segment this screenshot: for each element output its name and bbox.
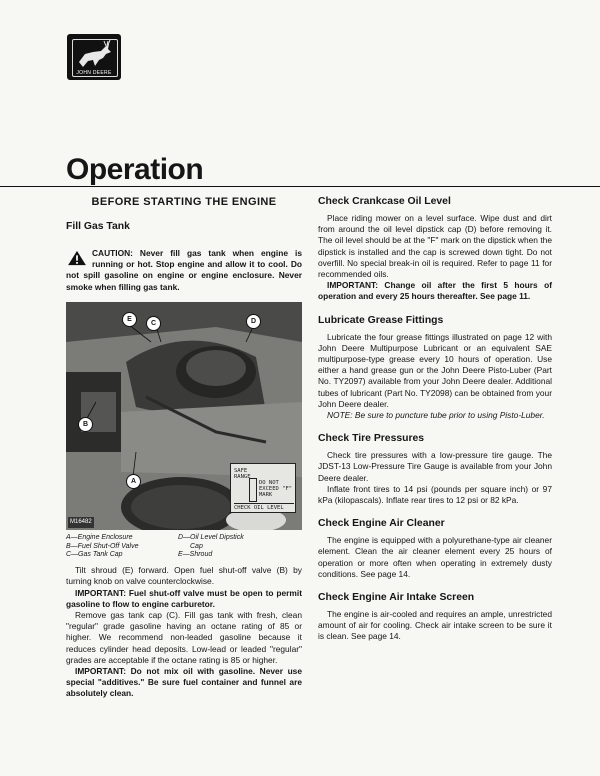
- note: NOTE: Be sure to puncture tube prior to using Pisto-Luber.: [327, 410, 545, 421]
- paragraph: The engine is air-cooled and requires an ample, unrestricted amount of air for cooling. Check air intake screen to be sure it is clean. See page 14.: [318, 609, 552, 642]
- legend-item: B—Fuel Shut-Off Valve: [66, 542, 139, 550]
- dipstick-decal: [230, 463, 296, 513]
- deer-icon: [73, 40, 117, 70]
- important-note: IMPORTANT: Fuel shut-off valve must be open to permit gasoline to flow to engine carburetor.: [66, 587, 302, 609]
- gas-instructions: [66, 565, 302, 699]
- dipstick-do-not-exceed: DO NOT EXCEED "F" MARK: [259, 479, 293, 498]
- callout-d: D: [246, 314, 261, 329]
- dipstick-check-oil: CHECK OIL LEVEL: [234, 503, 294, 511]
- legend-item: A—Engine Enclosure: [66, 533, 133, 541]
- callout-c: C: [146, 316, 161, 331]
- callout-e: E: [122, 312, 137, 327]
- warning-triangle-icon: [66, 250, 88, 266]
- left-column: [66, 195, 302, 700]
- paragraph: Lubricate the four grease fittings illustrated on page 12 with John Deere Multipurpose Lubricant or an equivalent SAE multipurpose-type grease every 10 hours of operation. Use either a hand grease gun or the John Deere Pisto-Luber (Part No. TY2097) available from your John Deere dealer. Additional tubes of lubricant (Part No. TY2098) can be obtained from your John Deere dealer.: [318, 331, 552, 409]
- engine-photo: [66, 302, 302, 530]
- oil-heading: Check Crankcase Oil Level: [318, 196, 451, 207]
- legend-item: D—Oil Level Dipstick: [178, 533, 244, 541]
- important-note: IMPORTANT: Do not mix oil with gasoline. Never use special "additives." Be sure fuel container and funnel are absolutely clean.: [66, 666, 302, 699]
- before-starting-heading: BEFORE STARTING THE ENGINE: [91, 196, 277, 208]
- paragraph: The engine is equipped with a polyurethane-type air cleaner element. Clean the air cleaner element every 25 hours of operation or more often when operating in extremely dusty conditions. See page 14.: [318, 535, 552, 579]
- john-deere-logo: [67, 34, 121, 80]
- grease-heading: Lubricate Grease Fittings: [318, 314, 444, 326]
- important-note: IMPORTANT: Change oil after the first 5 hours of operation and every 25 hours thereafter. See page 11.: [318, 280, 552, 302]
- grease-section: [318, 314, 552, 422]
- callout-b: B: [78, 417, 93, 432]
- paragraph: Place riding mower on a level surface. Wipe dust and dirt from around the oil level dipstick cap (D) before removing it. The oil level should be at the "F" mark on the dipstick when the dipstick is installed and the cap is screwed down tight. Do not overfill. No special break-in oil is required. Refer to page 11 for recommended oils.: [318, 213, 552, 280]
- air-cleaner-heading: Check Engine Air Cleaner: [318, 518, 445, 530]
- air-cleaner-section: [318, 517, 552, 580]
- page-title: Operation: [66, 153, 204, 186]
- paragraph: Tilt shroud (E) forward. Open fuel shut-off valve (B) by turning knob on valve counterclockwise.: [66, 565, 302, 587]
- right-column: [318, 195, 552, 643]
- caution-block: [66, 248, 302, 293]
- legend-item: E—Shroud: [178, 551, 213, 559]
- figure-legend: [66, 534, 302, 560]
- legend-item: Cap: [190, 542, 203, 550]
- dipstick-gauge: [249, 478, 257, 502]
- callout-a: A: [126, 474, 141, 489]
- fill-gas-heading: Fill Gas Tank: [66, 221, 130, 232]
- intake-heading: Check Engine Air Intake Screen: [318, 592, 475, 604]
- paragraph: Inflate front tires to 14 psi (pounds per square inch) or 97 kPa (kilopascals). Inflate rear tires to 12 psi or 82 kPa.: [318, 483, 552, 506]
- title-rule: [0, 186, 600, 187]
- tire-heading: Check Tire Pressures: [318, 433, 425, 445]
- logo-brand-text: JOHN DEERE: [76, 70, 112, 76]
- tire-section: [318, 432, 552, 506]
- figure-number: M16482: [68, 517, 94, 528]
- dipstick-safe-range: SAFE RANGE: [234, 467, 251, 480]
- legend-item: C—Gas Tank Cap: [66, 551, 123, 559]
- paragraph: Remove gas tank cap (C). Fill gas tank with fresh, clean "regular" grade gasoline having an octane rating of 85 or higher. We recommend non-leaded gasoline because it reduces cylinder head deposits. Low-lead or leaded "regular" grades are acceptable if the octane rating is 85 or higher.: [66, 610, 302, 665]
- oil-section: [318, 195, 552, 303]
- paragraph: Check tire pressures with a low-pressure tire gauge. The JDST-13 Low-Pressure Tire Gauge is available from your John Deere dealer.: [318, 450, 552, 483]
- intake-section: [318, 591, 552, 643]
- caution-text: CAUTION: Never fill gas tank when engine is running or hot. Stop engine and allow it to cool. Do not spill gasoline on engine or engine enclosure. Never smoke when filling gas tank.: [66, 248, 302, 292]
